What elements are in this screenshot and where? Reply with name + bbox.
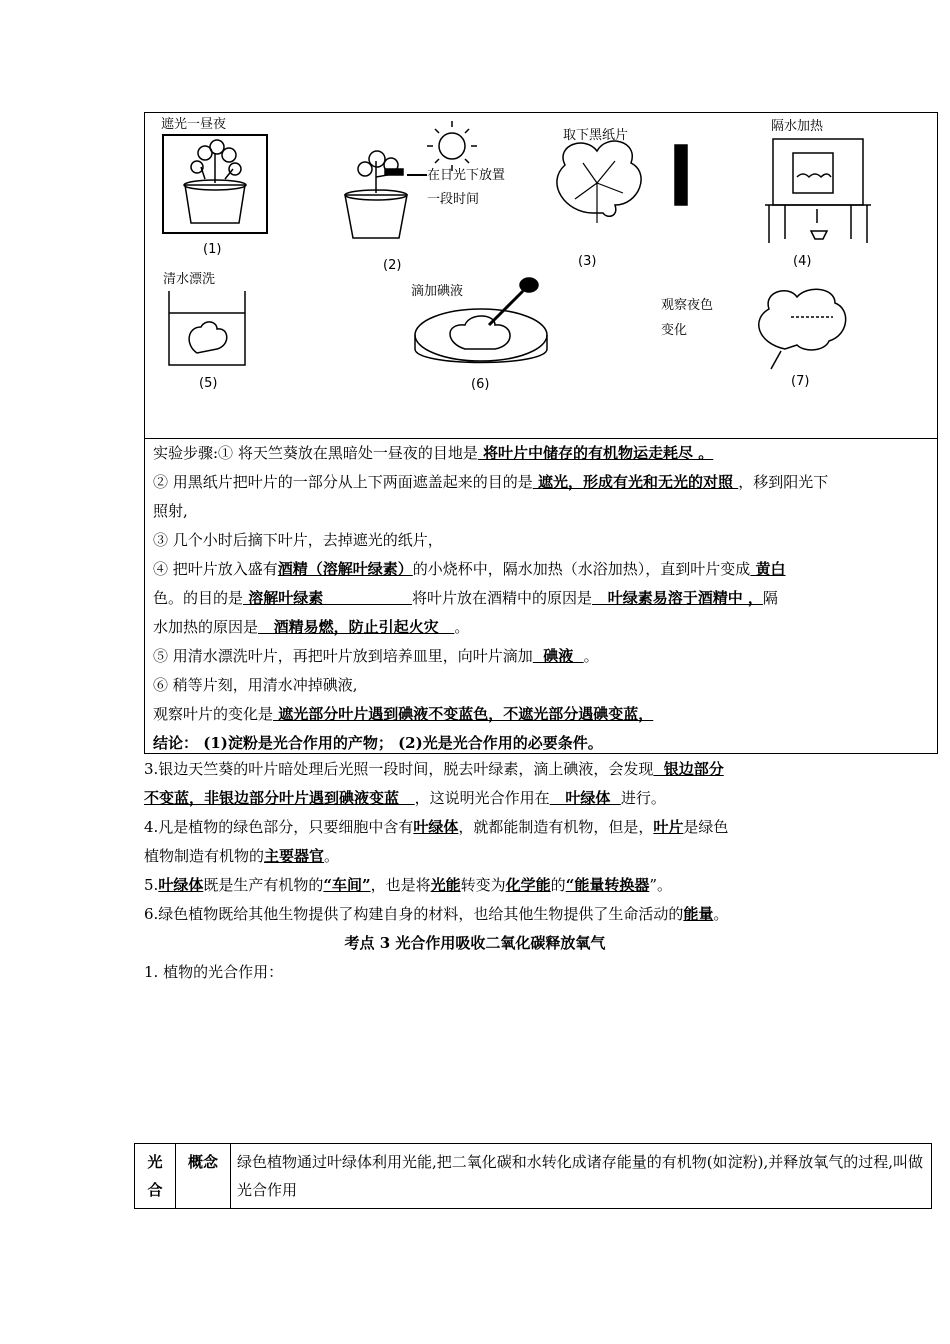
item-1: 1. 植物的光合作用：: [144, 963, 284, 981]
panel-3-leaf: [557, 141, 687, 223]
section-title: 考点 3 光合作用吸收二氧化碳释放氧气: [344, 934, 606, 952]
note-4-cont: 植物制造有机物的主要器官。: [144, 847, 340, 865]
note-6: 6.绿色植物既给其他生物提供了构建自身的材料，也给其他生物提供了生命活动的能量。: [144, 905, 729, 923]
experiment-box: [144, 112, 938, 754]
step-6: ⑥ 稍等片刻，用清水冲掉碘液,: [153, 676, 358, 694]
panel-7-text-2: 变化: [661, 323, 688, 338]
panel-6-number: (6): [471, 377, 490, 392]
panel-4-title: 隔水加热: [771, 119, 824, 134]
table-cell-definition: 绿色植物通过叶绿体利用光能,把二氧化碳和水转化成诸存能量的有机物(如淀粉),并释放氧气的过程,叫做光合作用: [231, 1144, 932, 1209]
panel-5-beaker: [169, 291, 245, 365]
step-7: 观察叶片的变化是 遮光部分叶片遇到碘液不变蓝色，不遮光部分遇碘变蓝，: [153, 705, 654, 723]
note-5: 5.叶绿体既是生产有机物的“车间”，也是将光能转变为化学能的“能量转换器”。: [144, 876, 672, 894]
panel-1-number: (1): [203, 242, 222, 257]
panel-2-text-1: 在日光下放置: [427, 168, 506, 183]
panel-1-dark-pot: [163, 135, 267, 233]
panel-6-title: 滴加碘液: [411, 284, 464, 299]
experiment-steps: [153, 439, 931, 758]
panel-7-leaf: [759, 289, 846, 369]
panel-2-text-2: 一段时间: [427, 192, 480, 207]
panel-7-number: (7): [791, 374, 810, 389]
concept-table: [134, 1143, 932, 1209]
panel-4-number: (4): [793, 254, 812, 269]
step-4b: 色。的目的是 溶解叶绿素 将叶片放在酒精中的原因是 叶绿素易溶于酒精中 ，隔: [153, 589, 778, 607]
note-4: 4.凡是植物的绿色部分，只要细胞中含有叶绿体，就都能制造有机物，但是，叶片是绿色: [144, 818, 729, 836]
step-5: ⑤ 用清水漂洗叶片，再把叶片放到培养皿里，向叶片滴加 碘液 。: [153, 647, 599, 665]
conclusion: 结论： (1)淀粉是光合作用的产物； (2)光是光合作用的必要条件。: [153, 734, 603, 752]
experiment-figure: [145, 113, 937, 439]
panel-1-title: 遮光一昼夜: [161, 117, 227, 132]
step-2-cont: 照射,: [153, 502, 188, 520]
step-3: ③ 几个小时后摘下叶片，去掉遮光的纸片，: [153, 531, 443, 549]
note-3: 3.银边天竺葵的叶片暗处理后光照一段时间，脱去叶绿素，滴上碘液，会发现 银边部分: [144, 760, 724, 778]
panel-3-title: 取下黑纸片: [563, 128, 629, 143]
panel-3-number: (3): [578, 254, 597, 269]
panel-5-title: 清水漂洗: [163, 272, 216, 287]
step-4: ④ 把叶片放入盛有酒精（溶解叶绿素）的小烧杯中，隔水加热（水浴加热），直到叶片变成 黄白: [153, 560, 786, 578]
panel-4-water-bath: [765, 139, 871, 243]
table-cell-term: 光合: [135, 1144, 176, 1209]
step-4c: 水加热的原因是 酒精易燃，防止引起火灾 。: [153, 618, 470, 636]
step-2: ② 用黑纸片把叶片的一部分从上下两面遮盖起来的目的是 遮光，形成有光和无光的对照 ，移到阳光下: [153, 473, 829, 491]
panel-7-text-1: 观察夜色: [661, 298, 714, 313]
table-row: [135, 1144, 932, 1209]
table-cell-label: 概念: [176, 1144, 231, 1209]
step-1: 实验步骤:① 将天竺葵放在黑暗处一昼夜的目地是 将叶片中储存的有机物运走耗尽 。: [153, 444, 714, 462]
panel-5-number: (5): [199, 376, 218, 391]
notes: [144, 755, 924, 929]
panel-2-number: (2): [383, 258, 402, 273]
note-3-cont: 不变蓝，非银边部分叶片遇到碘液变蓝 ，这说明光合作用在 叶绿体 进行。: [144, 789, 666, 807]
